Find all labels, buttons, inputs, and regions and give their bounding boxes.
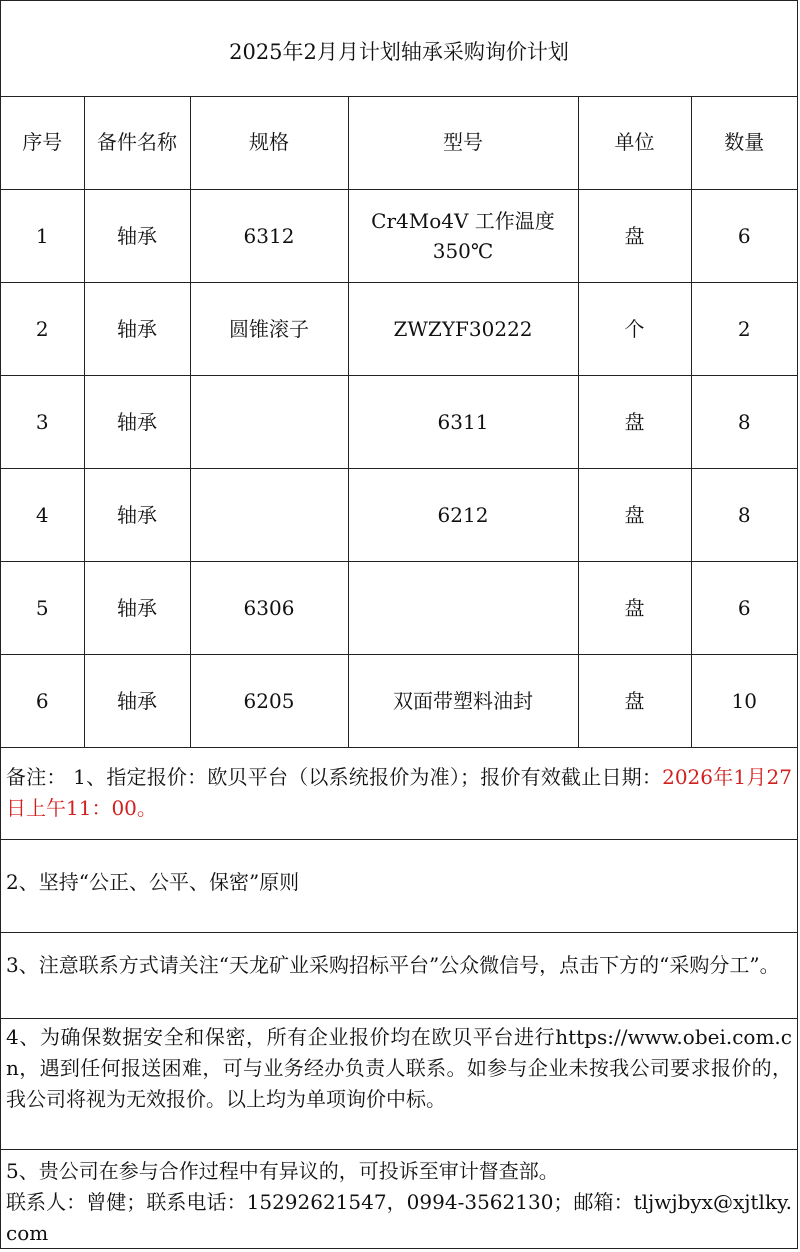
note-2: 2、坚持“公正、公平、保密”原则 xyxy=(1,840,797,933)
table-header-row xyxy=(1,96,797,189)
cell-qty: 10 xyxy=(691,654,797,747)
cell-seq: 3 xyxy=(1,375,84,468)
table-row xyxy=(1,468,797,561)
note-1-text: 备注： 1、指定报价：欧贝平台（以系统报价为准）；报价有效截止日期： xyxy=(6,765,663,789)
cell-model: ZWZYF30222 xyxy=(348,282,578,375)
cell-spec: 圆锥滚子 xyxy=(190,282,348,375)
cell-model-line1: Cr4Mo4V 工作温度 xyxy=(371,208,555,233)
cell-model: 6311 xyxy=(348,375,578,468)
cell-seq: 6 xyxy=(1,654,84,747)
cell-name: 轴承 xyxy=(84,468,190,561)
header-spec: 规格 xyxy=(190,96,348,189)
note-4: 4、为确保数据安全和保密，所有企业报价均在欧贝平台进行https://www.obei.com.cn，遇到任何报送困难，可与业务经办负责人联系。如参与企业未按我公司要求报价的，我公司将视为无效报价。以上均为单项询价中标。 xyxy=(1,1019,797,1150)
table-row xyxy=(1,282,797,375)
cell-name: 轴承 xyxy=(84,189,190,282)
cell-name: 轴承 xyxy=(84,561,190,654)
cell-model: 双面带塑料油封 xyxy=(348,654,578,747)
header-name: 备件名称 xyxy=(84,96,190,189)
cell-spec: 6312 xyxy=(190,189,348,282)
cell-spec xyxy=(190,375,348,468)
notes-section xyxy=(1,746,797,1250)
cell-unit: 盘 xyxy=(578,189,691,282)
cell-unit: 盘 xyxy=(578,654,691,747)
cell-spec xyxy=(190,468,348,561)
note-1-deadline: 2026年1月27日上午11：00。 xyxy=(6,765,792,820)
table-row xyxy=(1,375,797,468)
cell-seq: 1 xyxy=(1,189,84,282)
cell-qty: 6 xyxy=(691,189,797,282)
sheet-title: 2025年2月月计划轴承采购询价计划 xyxy=(1,1,797,97)
note-5-complaint: 5、贵公司在参与合作过程中有异议的，可投诉至审计督查部。 xyxy=(6,1159,559,1183)
header-seq: 序号 xyxy=(1,96,84,189)
header-model: 型号 xyxy=(348,96,578,189)
cell-model: 6212 xyxy=(348,468,578,561)
cell-spec: 6306 xyxy=(190,561,348,654)
note-1 xyxy=(1,746,797,840)
note-5-contact: 联系人：曾健；联系电话：15292621547，0994-3562130；邮箱：tljwjbyx@xjtlky.com xyxy=(6,1190,792,1245)
header-unit: 单位 xyxy=(578,96,691,189)
cell-model xyxy=(348,189,578,282)
table-row xyxy=(1,654,797,747)
cell-unit: 盘 xyxy=(578,561,691,654)
note-3: 3、注意联系方式请关注“天龙矿业采购招标平台”公众微信号，点击下方的“采购分工”。 xyxy=(1,933,797,1019)
cell-qty: 8 xyxy=(691,468,797,561)
cell-model xyxy=(348,561,578,654)
cell-unit: 盘 xyxy=(578,375,691,468)
cell-seq: 4 xyxy=(1,468,84,561)
table-row xyxy=(1,561,797,654)
cell-name: 轴承 xyxy=(84,375,190,468)
cell-seq: 5 xyxy=(1,561,84,654)
cell-unit: 盘 xyxy=(578,468,691,561)
cell-unit: 个 xyxy=(578,282,691,375)
cell-qty: 6 xyxy=(691,561,797,654)
cell-spec: 6205 xyxy=(190,654,348,747)
header-qty: 数量 xyxy=(691,96,797,189)
cell-qty: 2 xyxy=(691,282,797,375)
cell-name: 轴承 xyxy=(84,282,190,375)
cell-name: 轴承 xyxy=(84,654,190,747)
note-5 xyxy=(1,1150,797,1250)
cell-seq: 2 xyxy=(1,282,84,375)
table-row xyxy=(1,189,797,282)
cell-model-line2: 350℃ xyxy=(432,238,494,263)
cell-qty: 8 xyxy=(691,375,797,468)
bearing-table xyxy=(1,96,797,748)
